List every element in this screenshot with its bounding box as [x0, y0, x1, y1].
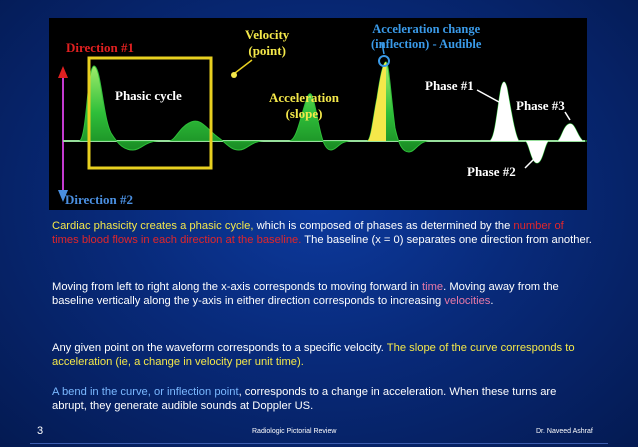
- direction1-label: Direction #1: [66, 40, 134, 55]
- p4-highlight-inflection: A bend in the curve, or inflection point: [52, 386, 239, 398]
- p1-text: which is composed of phases as determined by the: [253, 220, 514, 232]
- phase2-fill: [525, 141, 549, 163]
- accel-change-label-line1: Acceleration change: [372, 22, 481, 36]
- phase2-label: Phase #2: [467, 164, 516, 179]
- phase3-pointer: [565, 112, 570, 120]
- p2-text: Moving from left to right along the x-axis corresponds to moving forward in: [52, 281, 422, 293]
- footer-divider: [30, 443, 608, 444]
- p1-highlight-phasic: Cardiac phasicity creates a phasic cycle,: [52, 220, 254, 232]
- phase1-pointer: [477, 90, 499, 102]
- direction1-arrowhead: [58, 66, 68, 78]
- paragraph-inflection: [52, 385, 592, 413]
- acceleration-label-line1: Acceleration: [269, 90, 340, 105]
- paragraph-axes: [52, 280, 592, 308]
- phase1-label: Phase #1: [425, 78, 474, 93]
- phase3-fill: [557, 124, 583, 141]
- footer-author: Dr. Naveed Ashraf: [536, 428, 593, 435]
- p2-text-3: .: [490, 295, 494, 307]
- direction2-label: Direction #2: [65, 192, 133, 207]
- accel-change-label: [371, 22, 481, 52]
- phase2-pointer: [525, 158, 535, 168]
- p2-highlight-velocities: velocities: [444, 295, 491, 307]
- p4-text: , corresponds to a change in acceleration. When these turns are abrupt, they generate audible sounds at Doppler US.: [52, 386, 557, 412]
- velocity-label-line1: Velocity: [245, 27, 290, 42]
- p1-highlight-flow: number of times blood flows in each direction at the baseline.: [52, 220, 564, 246]
- waveform-figure: [49, 18, 587, 210]
- phase3-label: Phase #3: [516, 98, 565, 113]
- velocity-point: [231, 72, 237, 78]
- p3-text: Any given point on the waveform corresponds to a specific velocity.: [52, 342, 387, 354]
- accel-change-label-line2: (inflection) - Audible: [371, 37, 482, 51]
- slope-highlight: [367, 62, 386, 141]
- p3-highlight-slope: The slope of the curve corresponds to acceleration (ie, a change in velocity per unit time).: [52, 342, 575, 368]
- p2-highlight-time: time: [421, 281, 444, 293]
- acceleration-label-line2: (slope): [285, 106, 323, 121]
- paragraph-slope: [52, 341, 592, 369]
- p2-text-2: . Moving away from the baseline vertically along the y-axis in either direction corresponds to increasing: [52, 281, 559, 307]
- acceleration-label: [269, 90, 339, 122]
- phasic-cycle-label: Phasic cycle: [115, 88, 182, 103]
- footer-title: Radiologic Pictorial Review: [252, 428, 337, 435]
- velocity-label: [245, 27, 289, 59]
- slide-number: 3: [37, 425, 44, 437]
- velocity-pointer: [235, 60, 252, 73]
- p1-text-baseline: The baseline (x = 0) separates one direction from another.: [301, 234, 592, 246]
- paragraph-phasic-cycle: [52, 219, 592, 247]
- velocity-label-line2: (point): [248, 43, 286, 58]
- phasic-cycle-box: [89, 58, 211, 168]
